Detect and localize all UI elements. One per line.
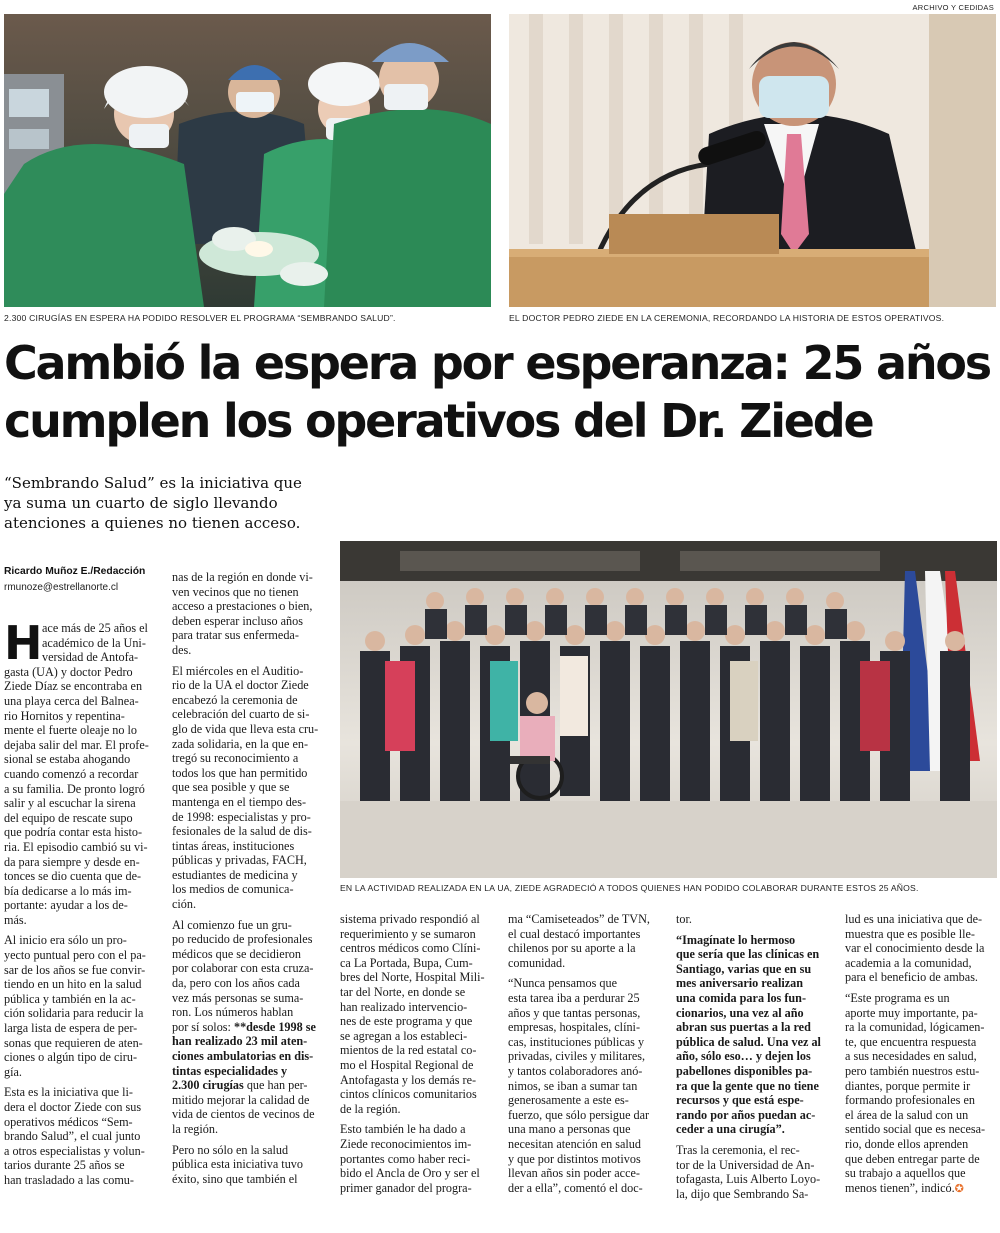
text-line: Pero no sólo en la salud [172,1142,289,1157]
text-line: ma “Camiseteados” de TVN, [508,912,650,926]
text-line: sistema privado respondió al [340,912,480,926]
photo-credit: ARCHIVO Y CEDIDAS [912,3,994,12]
text-line: año, sólo eso… y dejen los [676,1049,811,1064]
text-line: academia a la comunidad, [845,955,972,970]
text-line: tregó su reconocimiento a [172,751,299,766]
text-line: bía dedicarse a lo más im- [4,883,132,898]
text-line: gasta (UA) y doctor Pedro [4,664,133,679]
text-line: empresas, hospitales, clíni- [508,1020,640,1035]
surgery-photo [4,14,491,307]
text-line: des. [172,642,192,657]
text-line: a sus necesidades en salud, [845,1049,977,1064]
group-caption: EN LA ACTIVIDAD REALIZADA EN LA UA, ZIEDE AGRADECIÓ A TODOS QUIENES HAN PODIDO COLABORAR DURANTE ESTOS 25 AÑOS. [340,883,919,893]
bold-text: 2.300 cirugías [172,1078,244,1093]
text-line: nimos, se iban a sumar tan [508,1078,638,1093]
text-line: cintos clínicos comunitarios [340,1087,477,1102]
article-column-3 [340,912,500,1195]
text-line: una mano a personas que [508,1122,631,1137]
text-line: el cual destacó importantes [508,926,641,941]
text-line: mientos de la red estatal co- [340,1043,477,1058]
text-line: cas, instituciones públicas y [508,1034,645,1049]
text-line: por colaborar con esta cruza- [172,961,314,976]
text-line: que podría contar esta histo- [4,825,143,840]
text-line: “Imagínate lo hermoso [676,932,796,947]
text-line: pero también nuestros estu- [845,1063,980,1078]
text-line: cionarios, una vez al año [676,1005,804,1020]
text-line: pública de salud. Una vez al [676,1034,821,1049]
text-line: El miércoles en el Auditio- [172,663,304,678]
text-line: da para siempre y desde en- [4,854,140,869]
text-line: de la región. [340,1101,401,1116]
text-line: sonas que requieren de aten- [4,1035,143,1050]
text-line: Antofagasta y los demás re- [340,1072,477,1087]
text-line: tor. [676,912,692,926]
text-line: portante: ayudar a los de- [4,898,128,913]
text-line: vida de cientos de vecinos de [172,1107,315,1122]
text-line: tintas áreas, instituciones [172,838,295,853]
text-line: fesionales de la salud de dis- [172,824,312,839]
text-line: ciones ambulatorias en dis- [172,1049,314,1063]
text-line: por sí solos: **desde 1998 se [172,1019,316,1034]
text-line: mes aniversario realizan [676,976,804,991]
text-line: Ziede reconocimientos im- [340,1136,472,1151]
text-line: ceder a una cirugía”. [676,1122,785,1137]
text-line: a su familia. De pronto logró [4,781,145,796]
text-line: der a ella”, comentó el doc- [508,1180,643,1195]
article-column-4 [508,912,668,1195]
text-line: académico de la Uni- [42,635,146,650]
text-line: nas de la región en donde vi- [172,570,313,584]
text-line: diantes, porque permite ir [845,1078,971,1093]
text-line: tonces se dio cuenta que de- [4,869,142,884]
text-line: ven vecinos que no tienen [172,584,299,599]
text-line: Al comienzo fue un gru- [172,917,292,932]
text-line: ca La Portada, Bupa, Cum- [340,955,473,970]
text-line: han realizado 23 mil aten- [172,1034,308,1049]
text-line: comunidad. [508,955,566,970]
text-line: estudiantes de medicina y [172,867,298,882]
article-column-1 [4,616,164,1188]
text-line: sentido social que es necesa- [845,1122,986,1137]
text-line: rando por años puedan ac- [676,1107,816,1122]
text-line: privadas, civiles y militares, [508,1049,646,1064]
text-line: tofagasta, Luis Alberto Loyo- [676,1172,821,1187]
text-line: ción solidaria para reducir la [4,1006,144,1021]
text-line: y que por distintos motivos [508,1151,641,1166]
text-line: médicos que se decidieron [172,946,301,961]
text-line: dejaba salir del mar. El profe- [4,737,149,752]
text-line: acceso a prestaciones o bien, [172,599,313,614]
text-line: su trabajo a aquellos que [845,1166,966,1181]
text-line: mente el fuerte oleaje no lo [4,723,137,738]
surgery-caption: 2.300 CIRUGÍAS EN ESPERA HA PODIDO RESOLVER EL PROGRAMA “SEMBRANDO SALUD”. [4,313,396,323]
text-line: portantes como haber reci- [340,1151,471,1166]
text-line: abran sus puertas a la red [676,1020,811,1035]
text-line: pública esta iniciativa tuvo [172,1157,303,1172]
text-line: yecto puntual pero con el pa- [4,948,146,963]
text-line: formando profesionales en [845,1093,975,1108]
deck-line: “Sembrando Salud” es la iniciativa que [4,474,302,492]
text-line: tor de la Universidad de An- [676,1157,815,1172]
text-line: la región. [172,1121,219,1136]
text-line: ción. [172,897,197,912]
text-line: chilenos por su aporte a la [508,941,636,956]
text-line: deben esperar incluso años [172,613,303,628]
text-line: cuando comenzó a recordar [4,766,139,781]
text-line: una comida para los fun- [676,990,807,1005]
headline [4,334,996,450]
text-line: muestra que es posible lle- [845,926,975,941]
text-line: brando Salud”, el cual junto [4,1129,141,1144]
text-line: más. [4,912,27,927]
speaker-caption: EL DOCTOR PEDRO ZIEDE EN LA CEREMONIA, RECORDANDO LA HISTORIA DE ESTOS OPERATIVOS. [509,313,945,323]
text-line: var el conocimiento desde la [845,941,985,956]
text-line: larga lista de espera de per- [4,1021,138,1036]
text-line: ria. El episodio cambió su vi- [4,839,148,854]
text-line: ciones o algún tipo de ciru- [4,1050,138,1065]
text-line: aporte muy importante, pa- [845,1005,978,1020]
text-line: para tratar sus enfermeda- [172,628,299,643]
text-line: esta tarea iba a perdurar 25 [508,990,640,1005]
text-line: Al inicio era sólo un pro- [4,933,127,948]
text-line: ron. Los números hablan [172,1005,294,1020]
text-line: lud es una iniciativa que de- [845,912,983,926]
text-line: versidad de Antofa- [42,650,139,665]
text-line: Esto también le ha dado a [340,1122,466,1137]
text-line: que sea posible y que se [172,780,290,795]
text-line: dera el doctor Ziede con sus [4,1100,142,1114]
text-line: la, dijo que Sembrando Sa- [676,1186,809,1201]
text-line: fuerzo, que sólo persigue dar [508,1107,650,1122]
text-line: Santiago, varias que en su [676,961,812,976]
end-mark-icon: ✪ [954,1182,964,1195]
text-line: encabezó la ceremonia de [172,692,298,707]
text-line: una playa cerca del Balnea- [4,693,139,708]
text-line: sional se estaba ahogando [4,752,131,767]
text-line: éxito, sino que también el [172,1171,298,1186]
text-line: operativos médicos “Sem- [4,1114,133,1129]
article-column-5 [676,912,836,1201]
text-line: bres del Norte, Hospital Mili- [340,970,485,985]
text-line: zada solidaria, en la que en- [172,736,309,751]
text-line: “Este programa es un [845,990,950,1005]
text-line: ace más de 25 años el [42,621,148,635]
text-line: han realizado intervencio- [340,999,468,1014]
text-line: todos los que han permitido [172,765,308,780]
text-line: bido el Ancla de Oro y ser el [340,1166,480,1181]
text-line: ra que la gente que no tiene [676,1078,819,1093]
deck-line: ya suma un cuarto de siglo llevando [4,494,278,512]
group-photo [340,541,997,878]
text-line: menos tienen”, indicó.✪ [845,1180,964,1195]
text-line: rio Hornitos y repentina- [4,708,125,723]
text-line: Ziede Díaz se encontraba en [4,679,143,694]
text-line: primer ganador del progra- [340,1180,472,1195]
text-line: rio de la UA el doctor Ziede [172,678,309,693]
text-line: centros médicos como Clíni- [340,941,481,956]
deck-line: atenciones a quienes no tienen acceso. [4,514,301,532]
bold-text: **desde 1998 se [233,1019,316,1034]
text-line: “Nunca pensamos que [508,976,617,991]
text-line: mantenga en el tiempo des- [172,794,307,809]
article-column-2 [172,570,332,1186]
text-line: da, pero con los años cada [172,976,300,991]
text-line: para el beneficio de ambas. [845,970,978,985]
text-line: años y que tantas personas, [508,1005,641,1020]
text-line: el área de la salud con un [845,1107,969,1122]
text-line: del equipo de rescate supo [4,810,133,825]
text-line: tiendo en un hito en la salud [4,977,142,992]
text-line: necesitan atención en salud [508,1136,641,1151]
text-line: se agregan a los estableci- [340,1028,468,1043]
headline-line-1: Cambió la espera por esperanza: 25 años [4,336,990,390]
deck [4,473,334,533]
article-column-6 [845,912,997,1196]
text-line: que sería que las clínicas en [676,947,820,962]
text-line: y tantos colaboradores anó- [508,1063,643,1078]
text-line: pública y también en la ac- [4,991,136,1006]
text-line: nes de este programa y que [340,1014,473,1029]
text-line: tarios durante 25 años se [4,1158,125,1173]
text-line: generosamente a este es- [508,1093,629,1108]
text-line: de 1998: especialistas y pro- [172,809,311,824]
text-line: pabellones disponibles pa- [676,1063,813,1078]
byline: Ricardo Muñoz E./Redacción [4,566,146,577]
text-line: tintas especialidades y [172,1063,288,1078]
text-line: mitido mejorar la calidad de [172,1092,310,1107]
text-line: te, que encuentra respuesta [845,1034,977,1049]
text-line: Esta es la iniciativa que li- [4,1085,133,1100]
text-line: salir y al escuchar la sirena [4,796,136,811]
text-line: públicas y privadas, FACH, [172,853,307,868]
drop-cap: H [4,616,43,670]
text-line: han trasladado a las comu- [4,1172,134,1187]
text-line: llevan años sin poder acce- [508,1166,640,1181]
text-line: ra la comunidad, lógicamen- [845,1020,985,1035]
author-email[interactable]: rmunoze@estrellanorte.cl [4,582,119,593]
speaker-photo [509,14,996,307]
text-line: requerimiento y se sumaron [340,926,476,941]
text-line: vez más personas se suma- [172,990,304,1005]
text-line: a otros especialistas y volun- [4,1143,145,1158]
text-line: tar del Norte, en donde se [340,984,466,999]
text-line: gía. [4,1064,22,1079]
headline-line-2: cumplen los operativos del Dr. Ziede [4,394,873,448]
text-line: 2.300 cirugías que han per- [172,1078,308,1093]
text-line: celebración del cuarto de si- [172,707,310,722]
text-line: mo el Hospital Regional de [340,1057,474,1072]
text-line: recursos y que está espe- [676,1093,804,1108]
text-line: po reducido de profesionales [172,932,313,947]
text-line: que deben entregar parte de [845,1151,980,1166]
text-line: glo de vida que lleva esta cru- [172,721,319,736]
text-line: Tras la ceremonia, el rec- [676,1142,800,1157]
text-line: sar de los años se fue convir- [4,962,146,977]
text-line: rio, donde ellos aprenden [845,1136,969,1151]
text-line: los medios de comunica- [172,882,294,897]
